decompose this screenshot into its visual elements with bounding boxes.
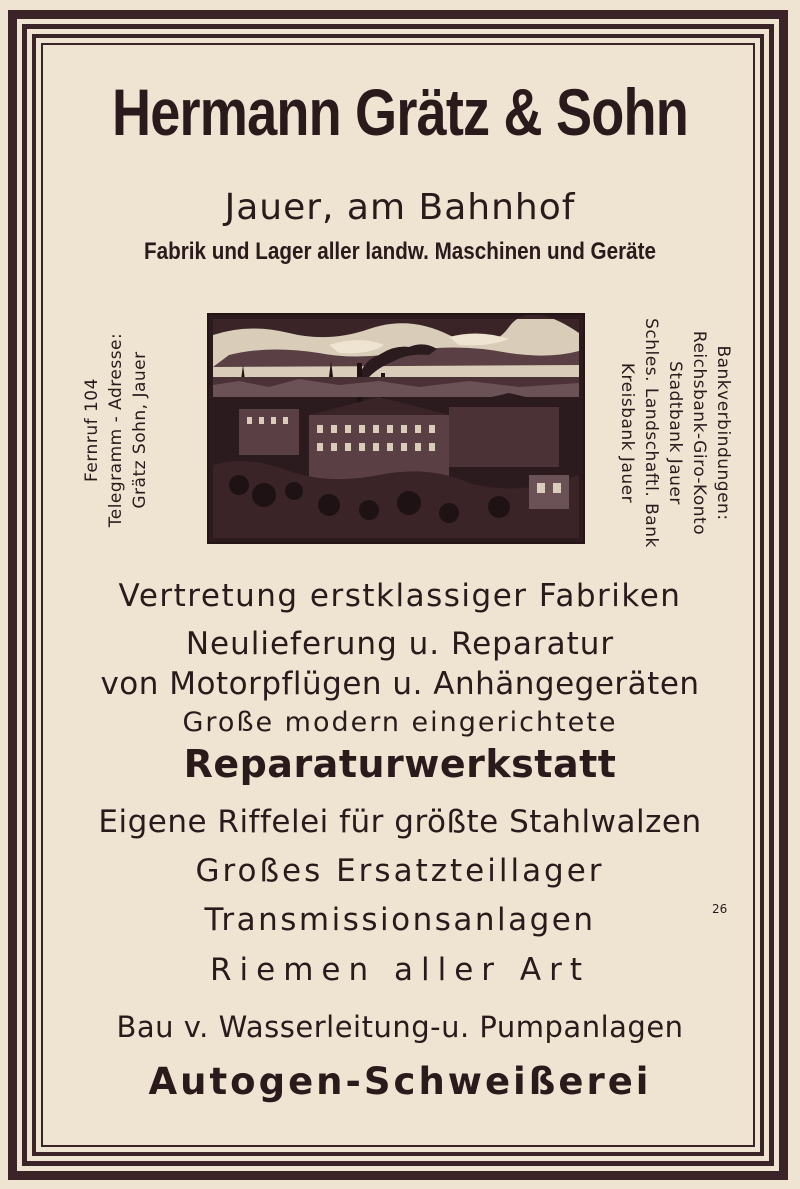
service-line-8: Transmissionsanlagen — [204, 902, 596, 938]
service-line-2: Neulieferung u. Reparatur — [185, 626, 615, 662]
factory-engraving — [209, 315, 583, 542]
contact-left — [80, 315, 152, 545]
firm-name: Hermann Grätz & Sohn — [112, 75, 688, 149]
page-number: 26 — [712, 902, 728, 916]
service-line-4: Große modern eingerichtete — [182, 707, 618, 738]
service-line-10: Bau v. Wasserleitung-u. Pumpanlagen — [116, 1010, 684, 1044]
service-line-3: von Motorpflügen u. Anhängegeräten — [100, 666, 700, 702]
firm-address: Jauer, am Bahnhof — [224, 187, 576, 228]
service-heading-welding: Autogen-Schweißerei — [148, 1060, 652, 1103]
service-line-7: Großes Ersatzteillager — [195, 853, 605, 889]
bank-line-2: Stadtbank Jauer — [665, 361, 685, 505]
telegram-address: Grätz Sohn, Jauer — [130, 351, 150, 509]
bank-heading: Bankverbindungen: — [713, 345, 733, 521]
firm-description: Fabrik und Lager aller landw. Maschinen und Geräte — [144, 238, 656, 265]
bank-details — [615, 318, 735, 548]
service-line-1: Vertretung erstklassiger Fabriken — [118, 578, 682, 614]
telegram-label: Telegramm - Adresse: — [106, 332, 126, 528]
service-heading-workshop: Reparaturwerkstatt — [183, 742, 617, 786]
phone-line: Fernruf 104 — [82, 378, 102, 482]
factory-illustration — [207, 313, 585, 544]
bank-line-4: Kreisbank Jauer — [617, 362, 637, 504]
service-line-9: Riemen aller Art — [210, 952, 590, 988]
bank-line-3: Schles. Landschaftl. Bank — [641, 318, 661, 548]
service-line-6: Eigene Riffelei für größte Stahlwalzen — [98, 804, 702, 840]
bank-line-1: Reichsbank-Giro-Konto — [689, 330, 709, 536]
